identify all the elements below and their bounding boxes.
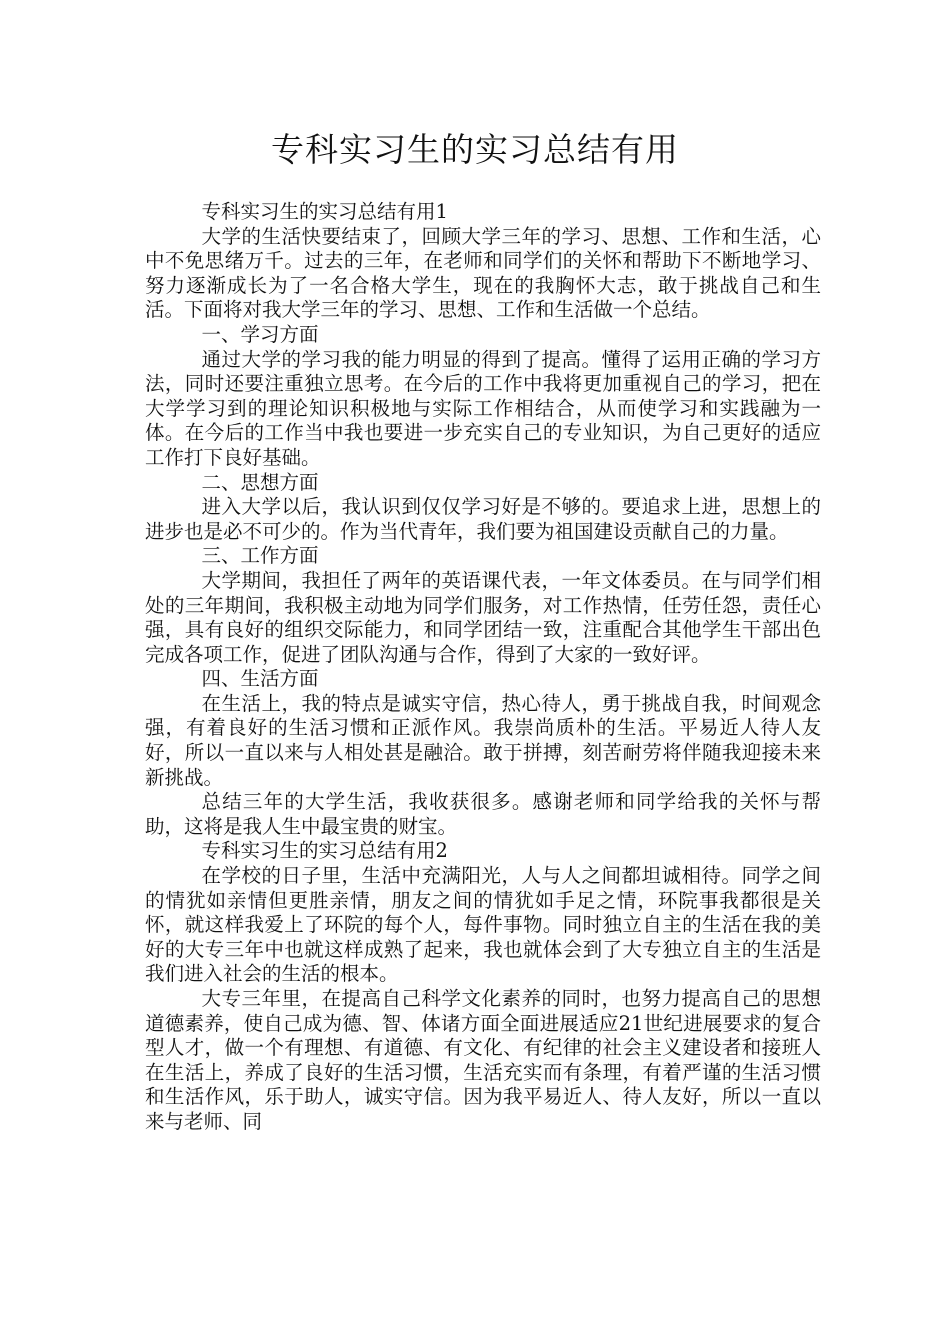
body-paragraph: 大专三年里，在提高自己科学文化素养的同时，也努力提高自己的思想道德素养，使自己成为德、智、体诸方面全面进展适应21世纪进展要求的复合型人才，做一个有理想、有道德、有文化、有纪律的社会主义建设者和接班人在生活上，养成了良好的生活习惯，生活充实而有条理，有着严谨的生活习惯和生活作风，乐于助人，诚实守信。因为我平易近人、待人友好，所以一直以来与老师、同 bbox=[145, 987, 821, 1133]
body-paragraph: 总结三年的大学生活，我收获很多。感谢老师和同学给我的关怀与帮助，这将是我人生中最宝贵的财宝。 bbox=[145, 790, 821, 838]
body-paragraph: 通过大学的学习我的能力明显的得到了提高。懂得了运用正确的学习方法，同时还要注重独立思考。在今后的工作中我将更加重视自己的学习，把在大学学习到的理论知识积极地与实际工作相结合，从而使学习和实践融为一体。在今后的工作当中我也要进一步充实自己的专业知识，为自己更好的适应工作打下良好基础。 bbox=[145, 347, 821, 469]
document-title: 专科实习生的实习总结有用 bbox=[271, 130, 679, 169]
body-paragraph: 大学期间，我担任了两年的英语课代表，一年文体委员。在与同学们相处的三年期间，我积极主动地为同学们服务，对工作热情，任劳任怨，责任心强，具有良好的组织交际能力，和同学团结一致，注重配合其他学生干部出色完成各项工作，促进了团队沟通与合作，得到了大家的一致好评。 bbox=[145, 568, 821, 666]
section-heading: 一、学习方面 bbox=[201, 322, 319, 346]
section-heading: 四、生活方面 bbox=[201, 667, 319, 691]
section-heading: 专科实习生的实习总结有用1 bbox=[201, 200, 448, 223]
section-heading: 专科实习生的实习总结有用2 bbox=[201, 839, 448, 863]
body-paragraph: 在生活上，我的特点是诚实守信，热心待人，勇于挑战自我，时间观念强，有着良好的生活习惯和正派作风。我崇尚质朴的生活。平易近人待人友好，所以一直以来与人相处甚是融洽。敢于拼搏，刻苦耐劳将伴随我迎接未来新挑战。 bbox=[145, 691, 821, 789]
body-paragraph: 进入大学以后，我认识到仅仅学习好是不够的。要追求上进，思想上的进步也是必不可少的。作为当代青年，我们要为祖国建设贡献自己的力量。 bbox=[145, 495, 821, 543]
section-heading: 二、思想方面 bbox=[201, 470, 319, 494]
body-paragraph: 大学的生活快要结束了，回顾大学三年的学习、思想、工作和生活，心中不免思绪万千。过去的三年，在老师和同学们的关怀和帮助下不断地学习、努力逐渐成长为了一名合格大学生，现在的我胸怀大志，敢于挑战自己和生活。下面将对我大学三年的学习、思想、工作和生活做一个总结。 bbox=[145, 224, 821, 322]
section-heading: 三、工作方面 bbox=[201, 544, 319, 568]
body-paragraph: 在学校的日子里，生活中充满阳光，人与人之间都坦诚相待。同学之间的情犹如亲情但更胜亲情，朋友之间的情犹如手足之情，环院事我都很是关怀，就这样我爱上了环院的每个人，每件事物。同时独立自主的生活在我的美好的大专三年中也就这样成熟了起来，我也就体会到了大专独立自主的生活是我们进入社会的生活的根本。 bbox=[145, 864, 821, 986]
document-body bbox=[145, 200, 821, 1135]
